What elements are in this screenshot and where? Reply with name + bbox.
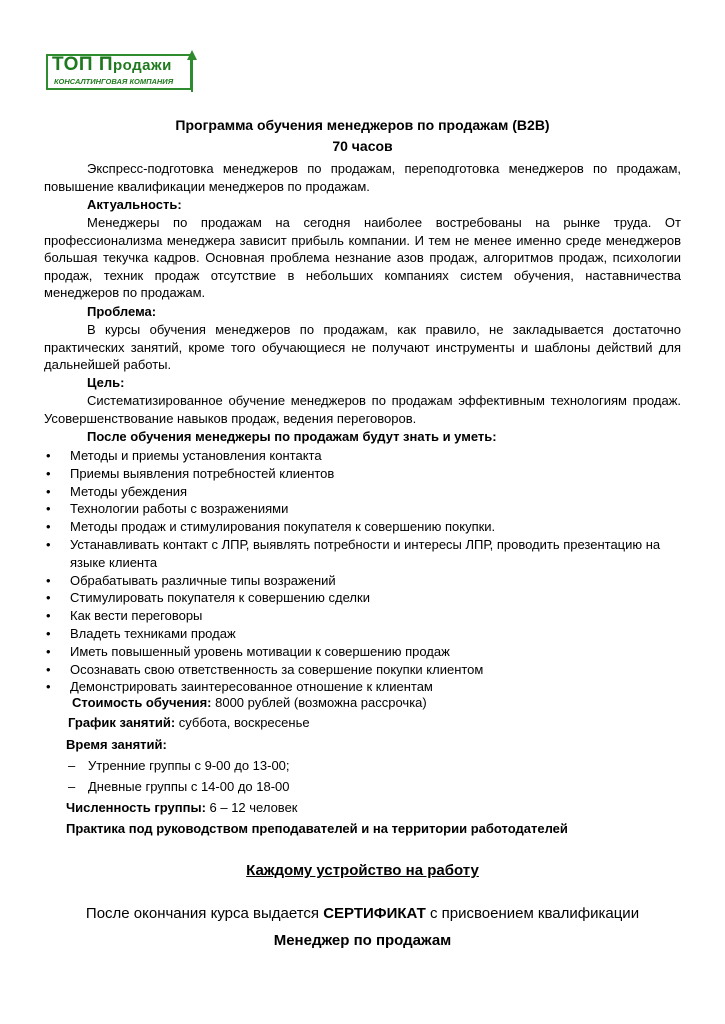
logo-tagline: КОНСАЛТИНГОВАЯ КОМПАНИЯ (54, 77, 174, 86)
bullet-icon: • (46, 661, 51, 677)
certificate-line: После окончания курса выдается СЕРТИФИКАТ с присвоением квалификации (85, 905, 640, 922)
practice-note: Практика под руководством преподавателей и на территории работодателей (66, 821, 568, 836)
time-label: Время занятий: (66, 737, 167, 752)
skill-text: Обрабатывать различные типы возражений (70, 572, 336, 588)
logo-wordmark: ТОП Продажи (52, 54, 172, 75)
skill-text: Владеть техниками продаж (70, 625, 236, 641)
arrow-up-icon (187, 50, 197, 92)
bullet-icon: • (46, 572, 51, 588)
skill-text: Приемы выявления потребностей клиентов (70, 465, 335, 481)
skill-text: Стимулировать покупателя к совершению сделки (70, 590, 370, 606)
cost-line (72, 694, 427, 712)
goal-heading: Цель: (87, 375, 125, 390)
skill-item (44, 607, 684, 625)
bullet-icon: • (46, 448, 51, 463)
schedule-value: суббота, воскресенье (175, 715, 310, 730)
skill-item (44, 500, 684, 518)
intro-paragraph: Экспресс-подготовка менеджеров по продажам, переподготовка менеджеров по продажам, повышение квалификации менеджеров по продажам. (44, 161, 681, 194)
skill-text: Демонстрировать заинтересованное отношение к клиентам (70, 679, 433, 695)
bullet-icon: • (46, 465, 51, 481)
certificate-word: СЕРТИФИКАТ (323, 905, 426, 922)
cost-label: Стоимость обучения: (72, 695, 212, 710)
skill-item (44, 643, 684, 661)
employment-note: Каждому устройство на работу (246, 862, 479, 879)
qualification-title: Менеджер по продажам (273, 932, 452, 949)
group-size-line (66, 799, 297, 817)
skill-text: Методы убеждения (70, 483, 188, 499)
company-logo (46, 50, 196, 92)
bullet-icon: • (46, 501, 51, 517)
time-item: – Утренние группы с 9-00 до 13-00; (68, 758, 290, 773)
bullet-icon: • (46, 679, 51, 695)
skills-list (44, 447, 684, 696)
skill-text: Устанавливать контакт с ЛПР, выявлять потребности и интересы ЛПР, проводить презентацию на языке клиента (70, 536, 661, 570)
skill-item (44, 465, 684, 483)
skill-text: Методы и приемы установления контакта (70, 448, 322, 463)
course-hours: 70 часов (332, 138, 393, 154)
schedule-line (68, 714, 310, 732)
problem-paragraph: В курсы обучения менеджеров по продажам, как правило, не закладывается достаточно практических занятий, кроме того обучающиеся не получают инструменты и шаблоны действий для дальнейшей работы. (44, 322, 681, 372)
time-item: – Дневные группы с 14-00 до 18-00 (68, 779, 290, 794)
group-size-label: Численность группы: (66, 800, 206, 815)
skill-item (44, 661, 684, 679)
skill-item (44, 589, 684, 607)
skills-heading: После обучения менеджеры по продажам будут знать и уметь: (87, 429, 497, 444)
bullet-icon: • (46, 643, 51, 659)
bullet-icon: • (46, 608, 51, 624)
skill-item (44, 625, 684, 643)
skill-text: Методы продаж и стимулирования покупателя к совершению покупки. (70, 519, 496, 535)
skill-text: Иметь повышенный уровень мотивации к совершению продаж (70, 643, 450, 659)
bullet-icon: • (46, 590, 51, 606)
skill-item (44, 447, 684, 465)
skill-item (44, 518, 684, 536)
skill-text: Осознавать свою ответственность за совершение покупки клиентом (70, 661, 484, 677)
bullet-icon: • (46, 519, 51, 535)
schedule-label: График занятий: (68, 715, 176, 730)
cost-value: 8000 рублей (возможна рассрочка) (211, 695, 427, 710)
skill-text: Технологии работы с возражениями (70, 501, 289, 517)
skill-item (44, 572, 684, 590)
relevance-heading: Актуальность: (87, 197, 182, 212)
relevance-paragraph: Менеджеры по продажам на сегодня наиболее востребованы на рынке труда. От профессионализма менеджера зависит прибыль компании. И тем не менее именно среде менеджеров большая текучка кадров. Основная проблема незнание азов продаж, алгоритмов продаж, психологии продаж, техник продаж отсутствие в небольших компаниях систем обучения, наставничества менеджеров по продажам. (44, 215, 681, 300)
group-size-value: 6 – 12 человек (205, 800, 298, 815)
bullet-icon: • (46, 625, 51, 641)
skill-text: Как вести переговоры (70, 608, 203, 624)
skill-item (44, 536, 684, 572)
goal-paragraph: Систематизированное обучение менеджеров по продажам эффективным технологиям продаж. Усовершенствование навыков продаж, ведения переговоров. (44, 393, 681, 426)
bullet-icon: • (46, 483, 51, 499)
problem-heading: Проблема: (87, 304, 157, 319)
skill-item (44, 483, 684, 501)
bullet-icon: • (46, 536, 51, 552)
page-title: Программа обучения менеджеров по продажам (B2B) (175, 117, 550, 133)
